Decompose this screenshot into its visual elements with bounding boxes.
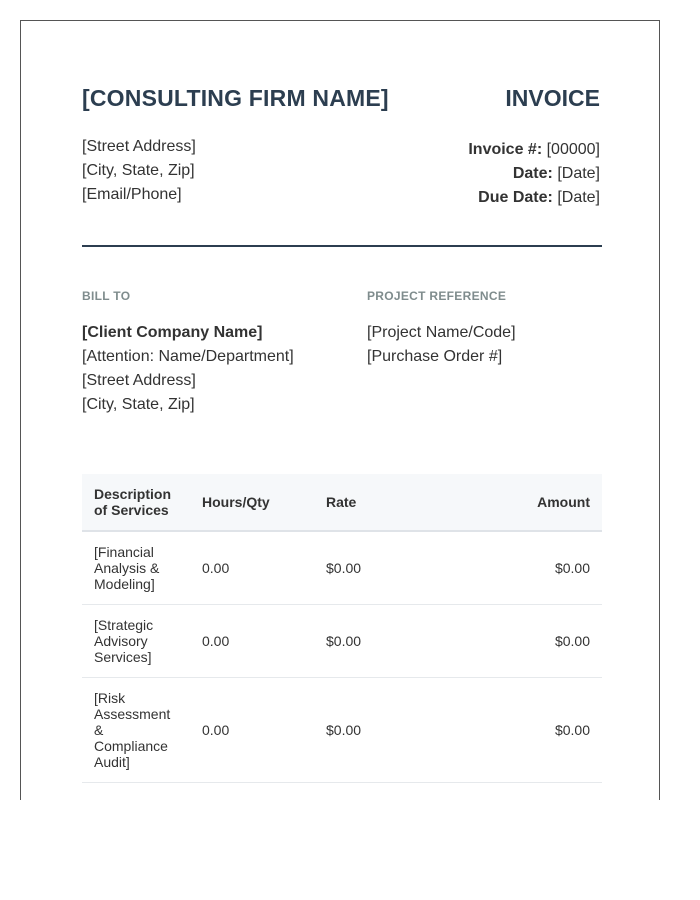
col-amount: Amount xyxy=(458,474,602,531)
col-rate: Rate xyxy=(314,474,458,531)
purchase-order: [Purchase Order #] xyxy=(367,348,503,365)
bill-to-block xyxy=(82,321,294,417)
row-rate: $0.00 xyxy=(314,605,458,678)
col-description: Description of Services xyxy=(82,474,190,531)
invoice-date-label: Date: xyxy=(512,165,553,182)
row-description: [Strategic Advisory Services] xyxy=(82,605,190,678)
firm-name: [CONSULTING FIRM NAME] xyxy=(82,85,389,111)
row-rate: $0.00 xyxy=(314,531,458,605)
col-hours: Hours/Qty xyxy=(190,474,314,531)
firm-street: [Street Address] xyxy=(82,138,196,155)
row-description: [Risk Assessment & Compliance Audit] xyxy=(82,678,190,783)
invoice-due-date-value: [Date] xyxy=(557,189,600,206)
firm-city: [City, State, Zip] xyxy=(82,162,195,179)
project-reference-block xyxy=(367,321,516,369)
header-divider xyxy=(82,245,602,247)
invoice-number-label: Invoice #: xyxy=(468,141,543,158)
invoice-date xyxy=(468,162,600,186)
row-hours: 0.00 xyxy=(190,605,314,678)
table-row xyxy=(82,605,602,678)
row-amount: $0.00 xyxy=(458,531,602,605)
row-description: [Financial Analysis & Modeling] xyxy=(82,531,190,605)
row-amount: $0.00 xyxy=(458,678,602,783)
firm-address xyxy=(82,135,196,207)
invoice-title: INVOICE xyxy=(505,85,600,111)
bill-to-street: [Street Address] xyxy=(82,372,196,389)
invoice-number xyxy=(468,138,600,162)
row-hours: 0.00 xyxy=(190,678,314,783)
services-table xyxy=(82,474,602,783)
project-reference-label: PROJECT REFERENCE xyxy=(367,289,507,303)
bill-to-label: BILL TO xyxy=(82,289,131,303)
row-hours: 0.00 xyxy=(190,531,314,605)
invoice-meta xyxy=(468,138,600,210)
invoice-date-value: [Date] xyxy=(557,165,600,182)
row-rate: $0.00 xyxy=(314,678,458,783)
row-amount: $0.00 xyxy=(458,605,602,678)
table-row xyxy=(82,531,602,605)
client-company-name: [Client Company Name] xyxy=(82,324,263,341)
invoice-number-value: [00000] xyxy=(546,141,600,158)
invoice-due-date xyxy=(468,186,600,210)
firm-contact: [Email/Phone] xyxy=(82,186,182,203)
table-header-row xyxy=(82,474,602,531)
bill-to-attention: [Attention: Name/Department] xyxy=(82,348,294,365)
invoice-page xyxy=(20,20,660,800)
invoice-due-date-label: Due Date: xyxy=(478,189,553,206)
bill-to-city: [City, State, Zip] xyxy=(82,396,195,413)
project-name: [Project Name/Code] xyxy=(367,324,516,341)
table-row xyxy=(82,678,602,783)
